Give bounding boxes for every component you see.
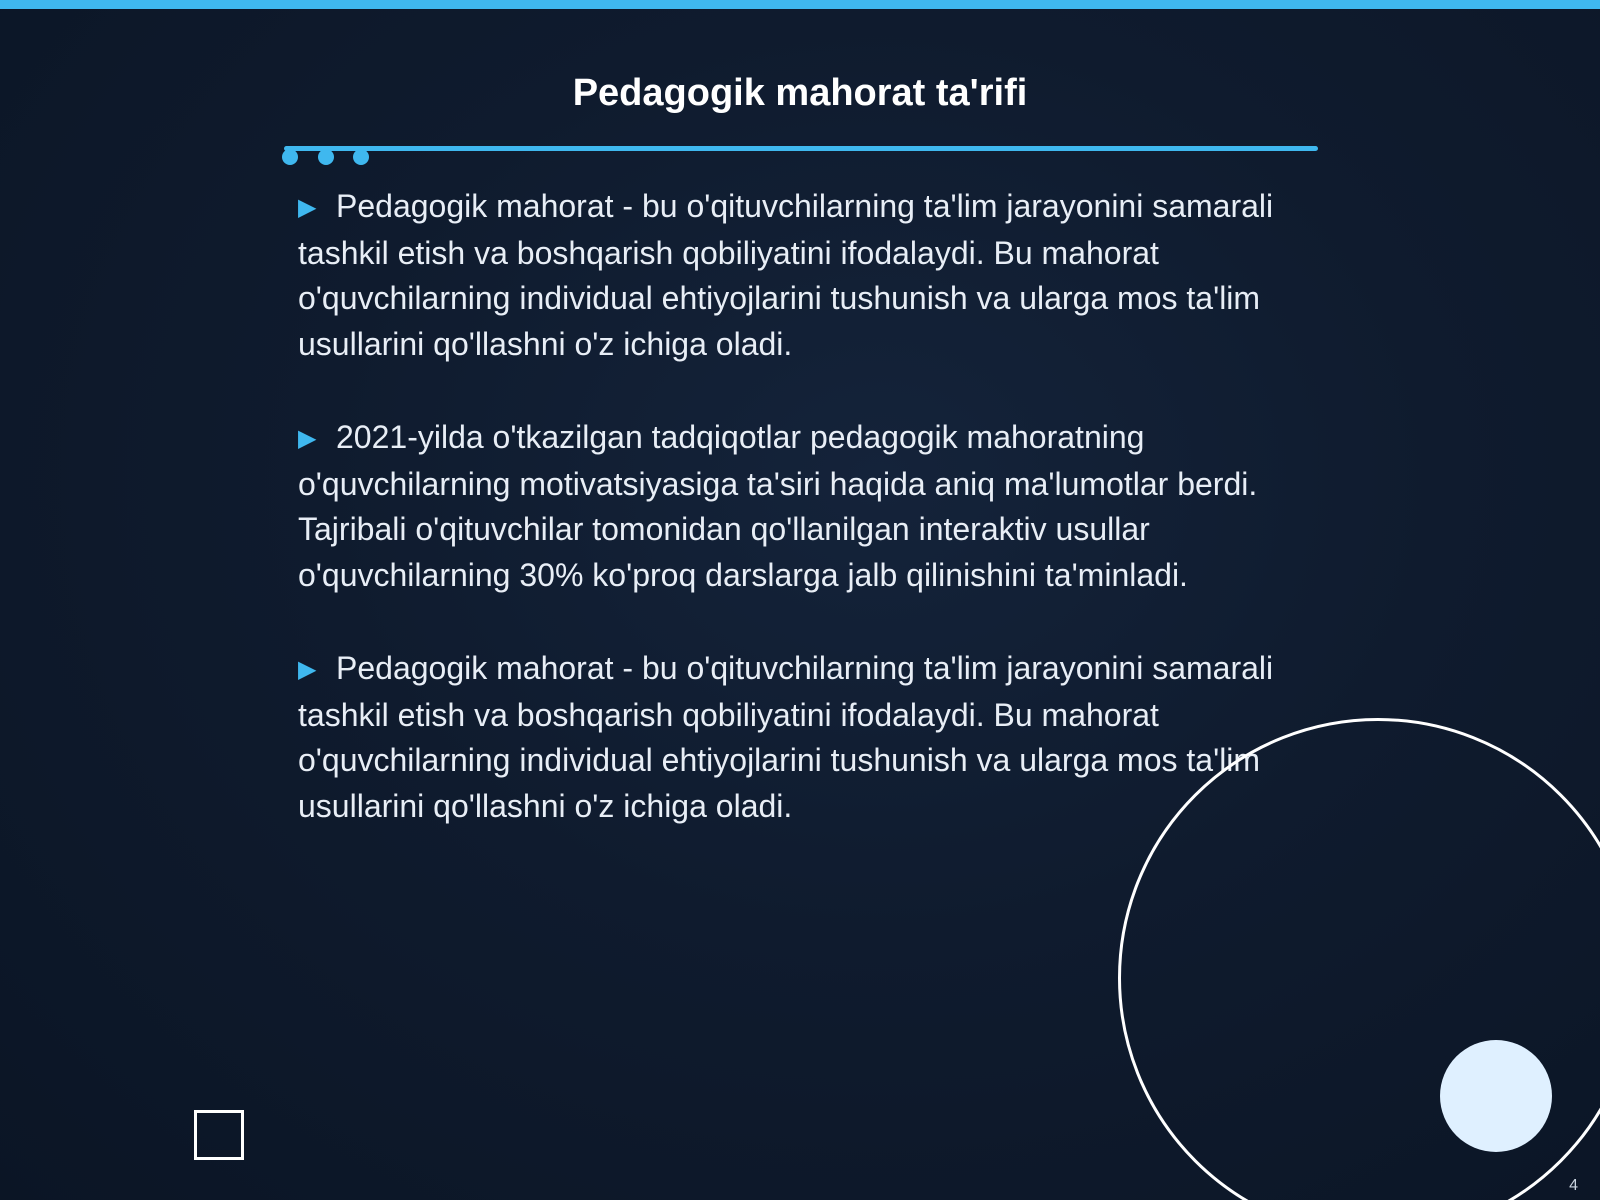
divider-dot <box>282 149 298 165</box>
title-divider <box>284 146 1318 151</box>
divider-dot <box>353 149 369 165</box>
triangle-right-icon: ▶ <box>298 656 317 683</box>
slide-title: Pedagogik mahorat ta'rifi <box>572 72 1028 114</box>
bullet-item <box>298 184 1278 367</box>
triangle-right-icon: ▶ <box>298 194 317 221</box>
bullet-item <box>298 646 1278 829</box>
top-accent-bar <box>0 0 1600 9</box>
decorative-circle <box>1440 1040 1552 1152</box>
triangle-right-icon: ▶ <box>298 425 317 452</box>
decorative-square <box>194 1110 244 1160</box>
bullet-list <box>298 184 1278 877</box>
bullet-text: Pedagogik mahorat - bu o'qituvchilarning ta'lim jarayonini samarali tashkil etish va boshqarish qobiliyatini ifodalaydi. Bu mahorat o'quvchilarning individual ehtiyojlarini tushunish va ularga mos ta'lim usullarini qo'llashni o'z ichiga oladi. <box>298 188 1274 362</box>
bullet-item <box>298 415 1278 598</box>
bullet-text: 2021-yilda o'tkazilgan tadqiqotlar pedagogik mahoratning o'quvchilarning motivatsiyasiga ta'siri haqida aniq ma'lumotlar berdi. Tajribali o'qituvchilar tomonidan qo'llanilgan interaktiv usullar o'quvchilarning 30% ko'proq darslarga jalb qilinishini ta'minladi. <box>298 419 1258 593</box>
bullet-text: Pedagogik mahorat - bu o'qituvchilarning ta'lim jarayonini samarali tashkil etish va boshqarish qobiliyatini ifodalaydi. Bu mahorat o'quvchilarning individual ehtiyojlarini tushunish va ularga mos ta'lim usullarini qo'llashni o'z ichiga oladi. <box>298 650 1274 824</box>
divider-dot <box>318 149 334 165</box>
page-number: 4 <box>1569 1177 1578 1194</box>
